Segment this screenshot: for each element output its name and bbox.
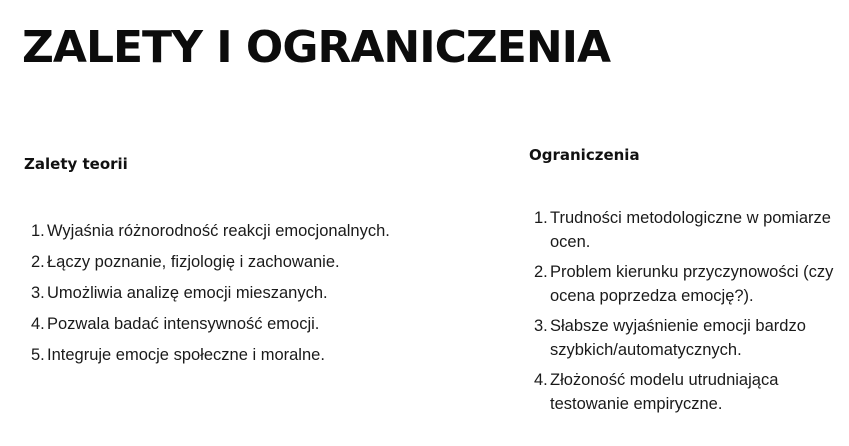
list-item [534,260,834,308]
list-item [534,368,834,416]
list-item-text: Umożliwia analizę emocji mieszanych. [47,284,328,302]
list-item-number: 2. [31,253,45,271]
list-item-text: Łączy poznanie, fizjologię i zachowanie. [47,253,340,271]
list-item-number: 2. [534,263,548,281]
list-item-number: 1. [31,222,45,240]
list-item-text: Złożoność modelu utrudniająca testowanie empiryczne. [550,371,779,413]
list-item [31,219,451,243]
list-item-number: 4. [31,315,45,333]
list-item-text: Trudności metodologiczne w pomiarze ocen. [550,209,831,251]
list-item [534,314,834,362]
list-item-text: Problem kierunku przyczynowości (czy ocena poprzedza emocję?). [550,263,834,305]
list-item-number: 3. [31,284,45,302]
list-item [31,281,451,305]
limitations-heading: Ograniczenia [529,146,640,164]
list-item [31,250,451,274]
list-item-text: Pozwala badać intensywność emocji. [47,315,320,333]
list-item [31,343,451,367]
list-item-text: Słabsze wyjaśnienie emocji bardzo szybkich/automatycznych. [550,317,806,359]
list-item [31,312,451,336]
list-item-text: Integruje emocje społeczne i moralne. [47,346,325,364]
limitations-list [534,206,834,422]
list-item-number: 1. [534,209,548,227]
list-item-text: Wyjaśnia różnorodność reakcji emocjonalnych. [47,222,390,240]
list-item [534,206,834,254]
advantages-heading: Zalety teorii [24,155,128,173]
page-title: ZALETY I OGRANICZENIA [22,22,611,73]
list-item-number: 4. [534,371,548,389]
list-item-number: 5. [31,346,45,364]
list-item-number: 3. [534,317,548,335]
advantages-list [31,219,451,374]
